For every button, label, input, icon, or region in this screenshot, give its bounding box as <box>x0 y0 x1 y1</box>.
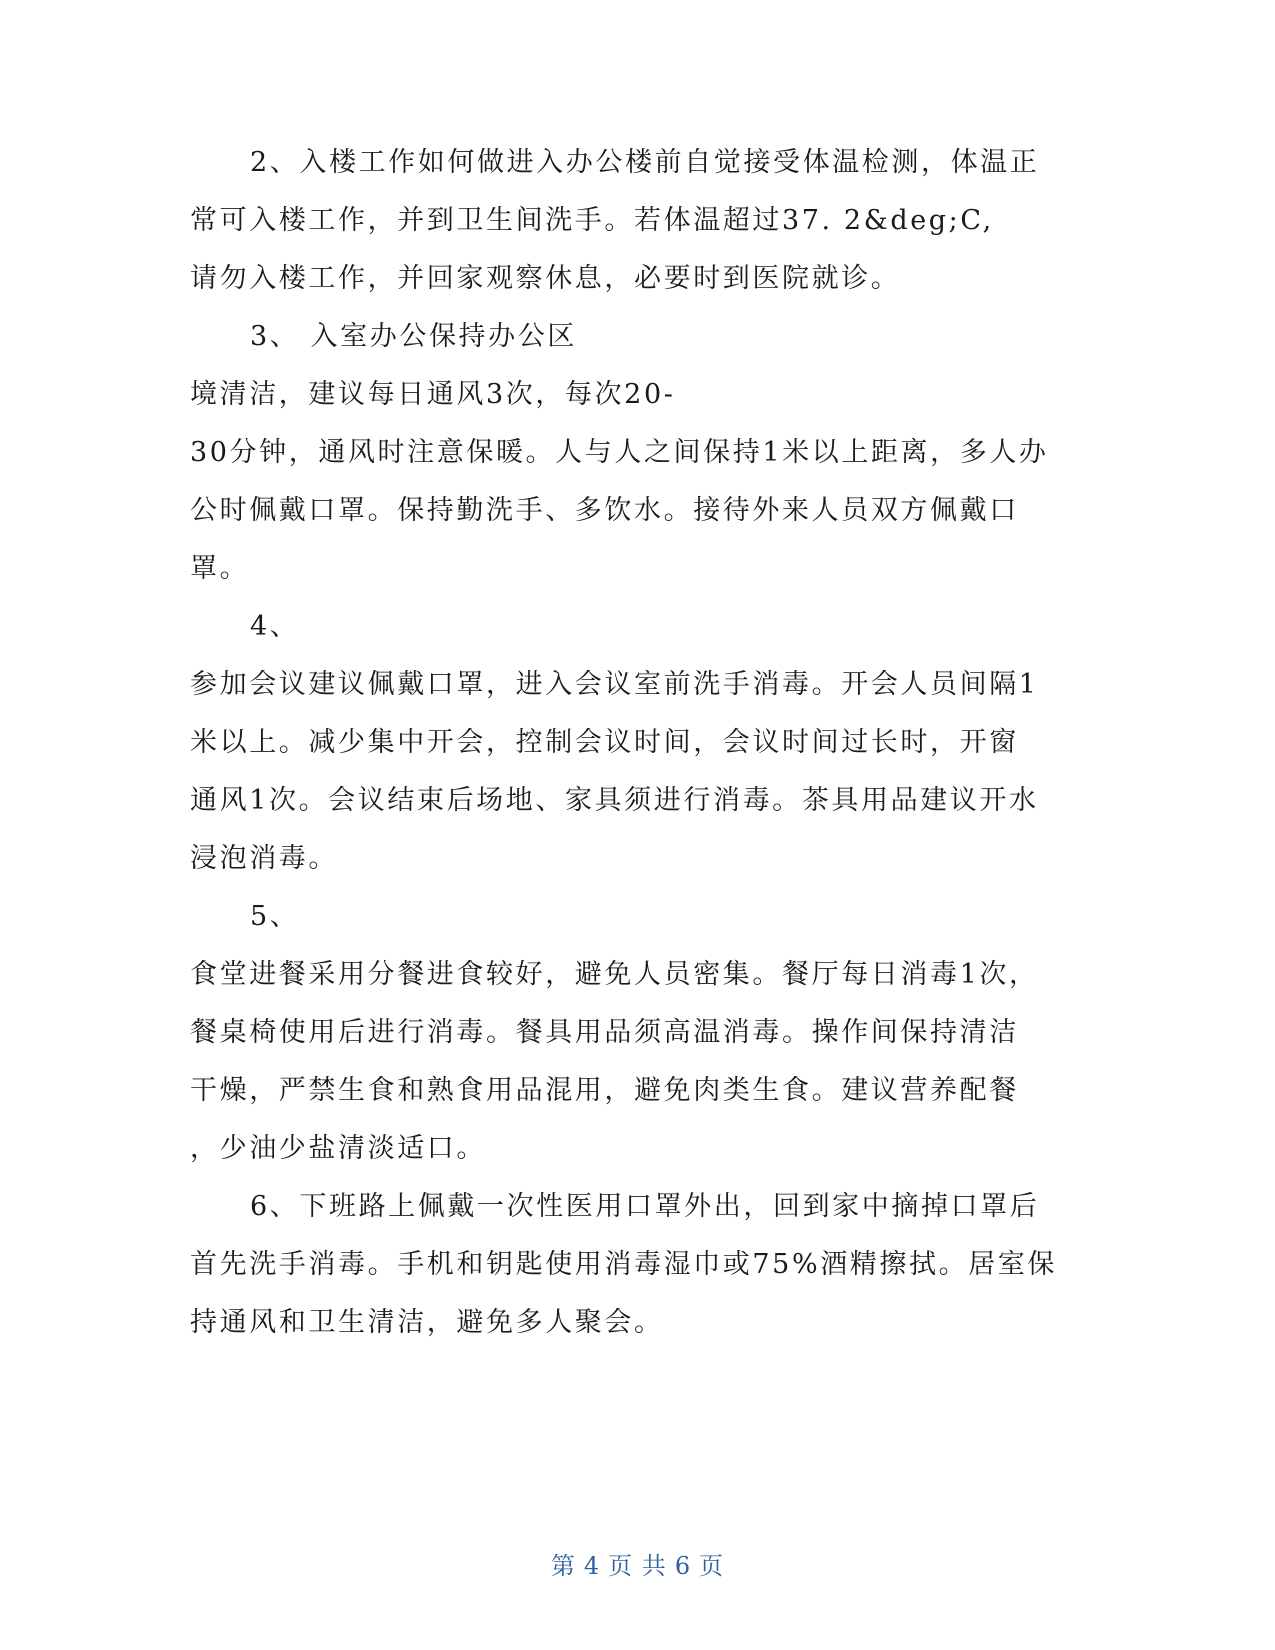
paragraph-2-line-2: 常可入楼工作，并到卫生间洗手。若体温超过37. 2&deg;C, <box>190 205 994 236</box>
paragraph-5-heading: 5、 <box>250 901 300 932</box>
page-footer <box>0 1546 1275 1581</box>
footer-middle: 页 共 <box>608 1552 667 1580</box>
paragraph-4-line-1: 参加会议建议佩戴口罩，进入会议室前洗手消毒。开会人员间隔1 <box>190 669 1039 700</box>
footer-prefix: 第 <box>550 1552 576 1580</box>
paragraph-5-line-1: 食堂进餐采用分餐进食较好，避免人员密集。餐厅每日消毒1次， <box>190 959 1039 990</box>
paragraph-3-line-4: 罩。 <box>190 553 250 584</box>
paragraph-3-heading: 3、 入室办公保持办公区 <box>250 321 577 352</box>
footer-page-number: 4 <box>583 1552 601 1580</box>
paragraph-6-line-2: 首先洗手消毒。手机和钥匙使用消毒湿巾或75%酒精擦拭。居室保 <box>190 1249 1058 1280</box>
paragraph-6-line-1: 6、下班路上佩戴一次性医用口罩外出，回到家中摘掉口罩后 <box>250 1191 1040 1222</box>
paragraph-4-heading: 4、 <box>250 611 300 642</box>
paragraph-5-line-2: 餐桌椅使用后进行消毒。餐具用品须高温消毒。操作间保持清洁 <box>190 1017 1019 1048</box>
paragraph-5-line-4: ，少油少盐清淡适口。 <box>190 1133 486 1164</box>
paragraph-3-line-1: 境清洁，建议每日通风3次，每次20- <box>190 379 676 410</box>
paragraph-4-line-3: 通风1次。会议结束后场地、家具须进行消毒。茶具用品建议开水 <box>190 785 1039 816</box>
paragraph-6-line-3: 持通风和卫生清洁，避免多人聚会。 <box>190 1307 664 1338</box>
paragraph-4-line-4: 浸泡消毒。 <box>190 843 338 874</box>
paragraph-2-line-1: 2、入楼工作如何做进入办公楼前自觉接受体温检测，体温正 <box>250 147 1040 178</box>
paragraph-3-line-2: 30分钟，通风时注意保暖。人与人之间保持1米以上距离，多人办 <box>190 437 1049 468</box>
paragraph-4-line-2: 米以上。减少集中开会，控制会议时间，会议时间过长时，开窗 <box>190 727 1019 758</box>
paragraph-3-line-3: 公时佩戴口罩。保持勤洗手、多饮水。接待外来人员双方佩戴口 <box>190 495 1019 526</box>
footer-suffix: 页 <box>699 1552 725 1580</box>
footer-total-pages: 6 <box>674 1552 692 1580</box>
paragraph-5-line-3: 干燥，严禁生食和熟食用品混用，避免肉类生食。建议营养配餐 <box>190 1075 1019 1106</box>
paragraph-2-line-3: 请勿入楼工作，并回家观察休息，必要时到医院就诊。 <box>190 263 901 294</box>
